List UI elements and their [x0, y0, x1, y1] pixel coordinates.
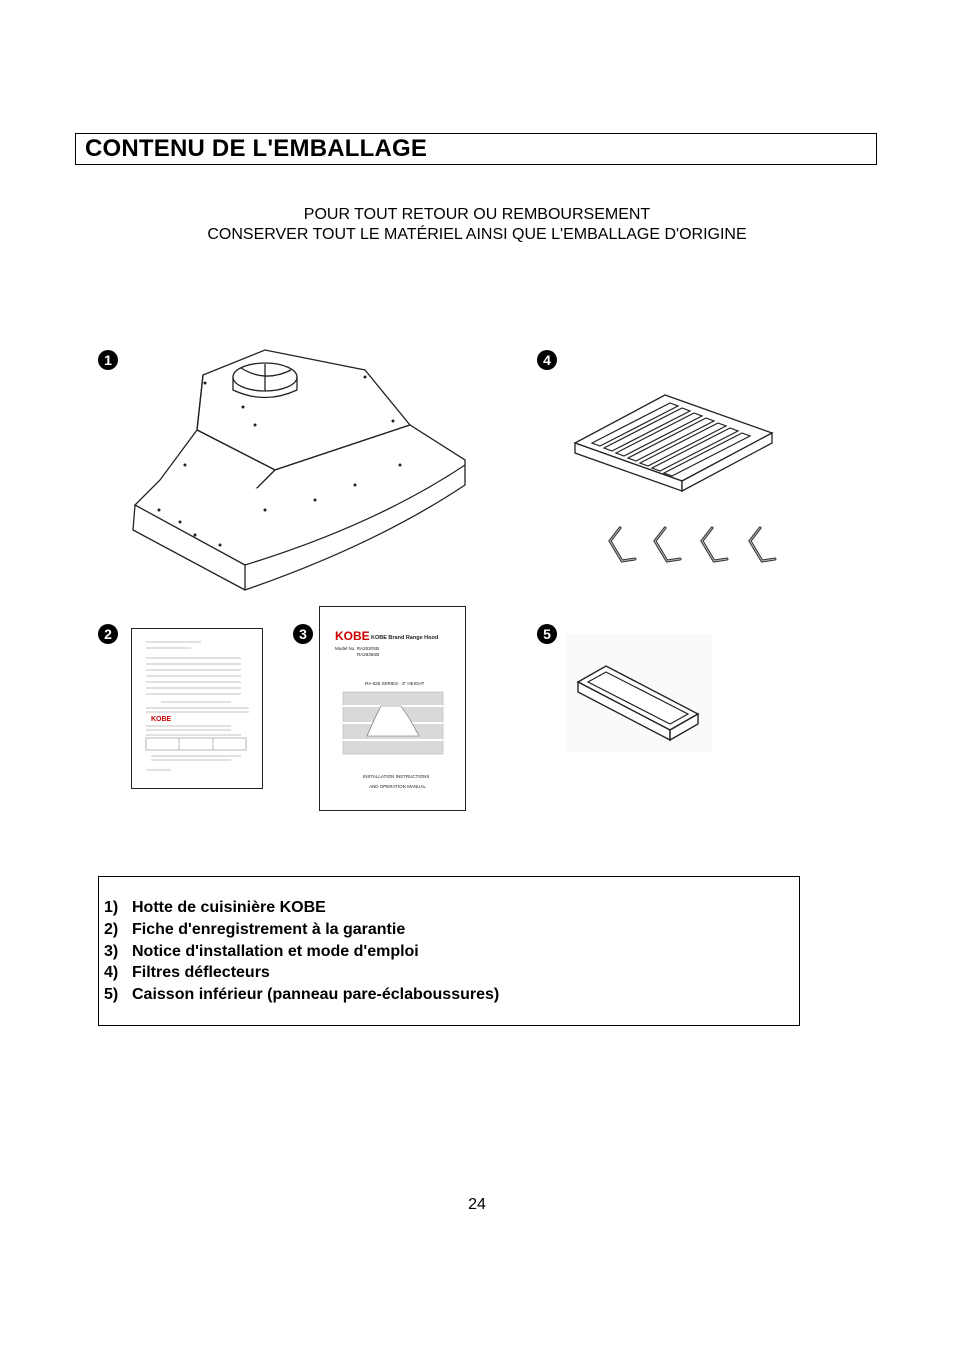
section-title: CONTENU DE L'EMBALLAGE: [85, 135, 428, 162]
list-item-label: Notice d'installation et mode d'emploi: [132, 943, 419, 960]
figure-badge-5: 5: [537, 624, 557, 644]
list-item-label: Hotte de cuisinière KOBE: [132, 899, 326, 916]
list-item: [104, 986, 499, 1004]
list-item: [104, 964, 270, 982]
notice-line-1: POUR TOUT RETOUR OU REMBOURSEMENT: [303, 206, 651, 223]
warranty-card-icon: [131, 628, 264, 790]
manual-footer-1: INSTALLATION INSTRUCTIONS: [363, 774, 430, 779]
list-item-label: Fiche d'enregistrement à la garantie: [132, 921, 406, 938]
manual-heading: KOBE Brand Range Hood: [371, 635, 439, 641]
list-item-number: 3): [104, 943, 119, 960]
manual-booklet-icon: [319, 606, 467, 812]
list-item-number: 1): [104, 899, 119, 916]
list-item: [104, 943, 419, 961]
range-hood-icon: [125, 335, 475, 595]
list-item-number: 5): [104, 986, 119, 1003]
figure-badge-2: 2: [98, 624, 118, 644]
contents-list: [98, 876, 800, 1026]
manual-model: Model No. RA2830SB: [335, 646, 380, 651]
notice-line-2: CONSERVER TOUT LE MATÉRIEL AINSI QUE L'EMBALLAGE D'ORIGINE: [207, 226, 747, 243]
figure-badge-1: 1: [98, 350, 118, 370]
warranty-brand: KOBE: [151, 716, 172, 723]
figure-badge-4: 4: [537, 350, 557, 370]
list-item-label: Filtres déflecteurs: [132, 964, 270, 981]
list-item: [104, 921, 405, 939]
baffle-filter-icon: [570, 393, 794, 578]
list-item-number: 4): [104, 964, 119, 981]
manual-brand: KOBE: [335, 629, 370, 643]
page-number: 24: [468, 1196, 486, 1213]
list-item: [104, 899, 326, 917]
list-item-number: 2): [104, 921, 119, 938]
manual-footer-2: AND OPERATION MANUAL: [369, 784, 426, 789]
list-item-label: Caisson inférieur (panneau pare-éclaboussures): [132, 986, 500, 1003]
manual-series: RA-028 SERIES - 3" HEIGHT: [365, 681, 425, 686]
section-title-box: [75, 133, 877, 165]
figure-badge-3: 3: [293, 624, 313, 644]
bottom-box-icon: [566, 634, 712, 752]
manual-model-alt: RA2836SB: [357, 652, 380, 657]
